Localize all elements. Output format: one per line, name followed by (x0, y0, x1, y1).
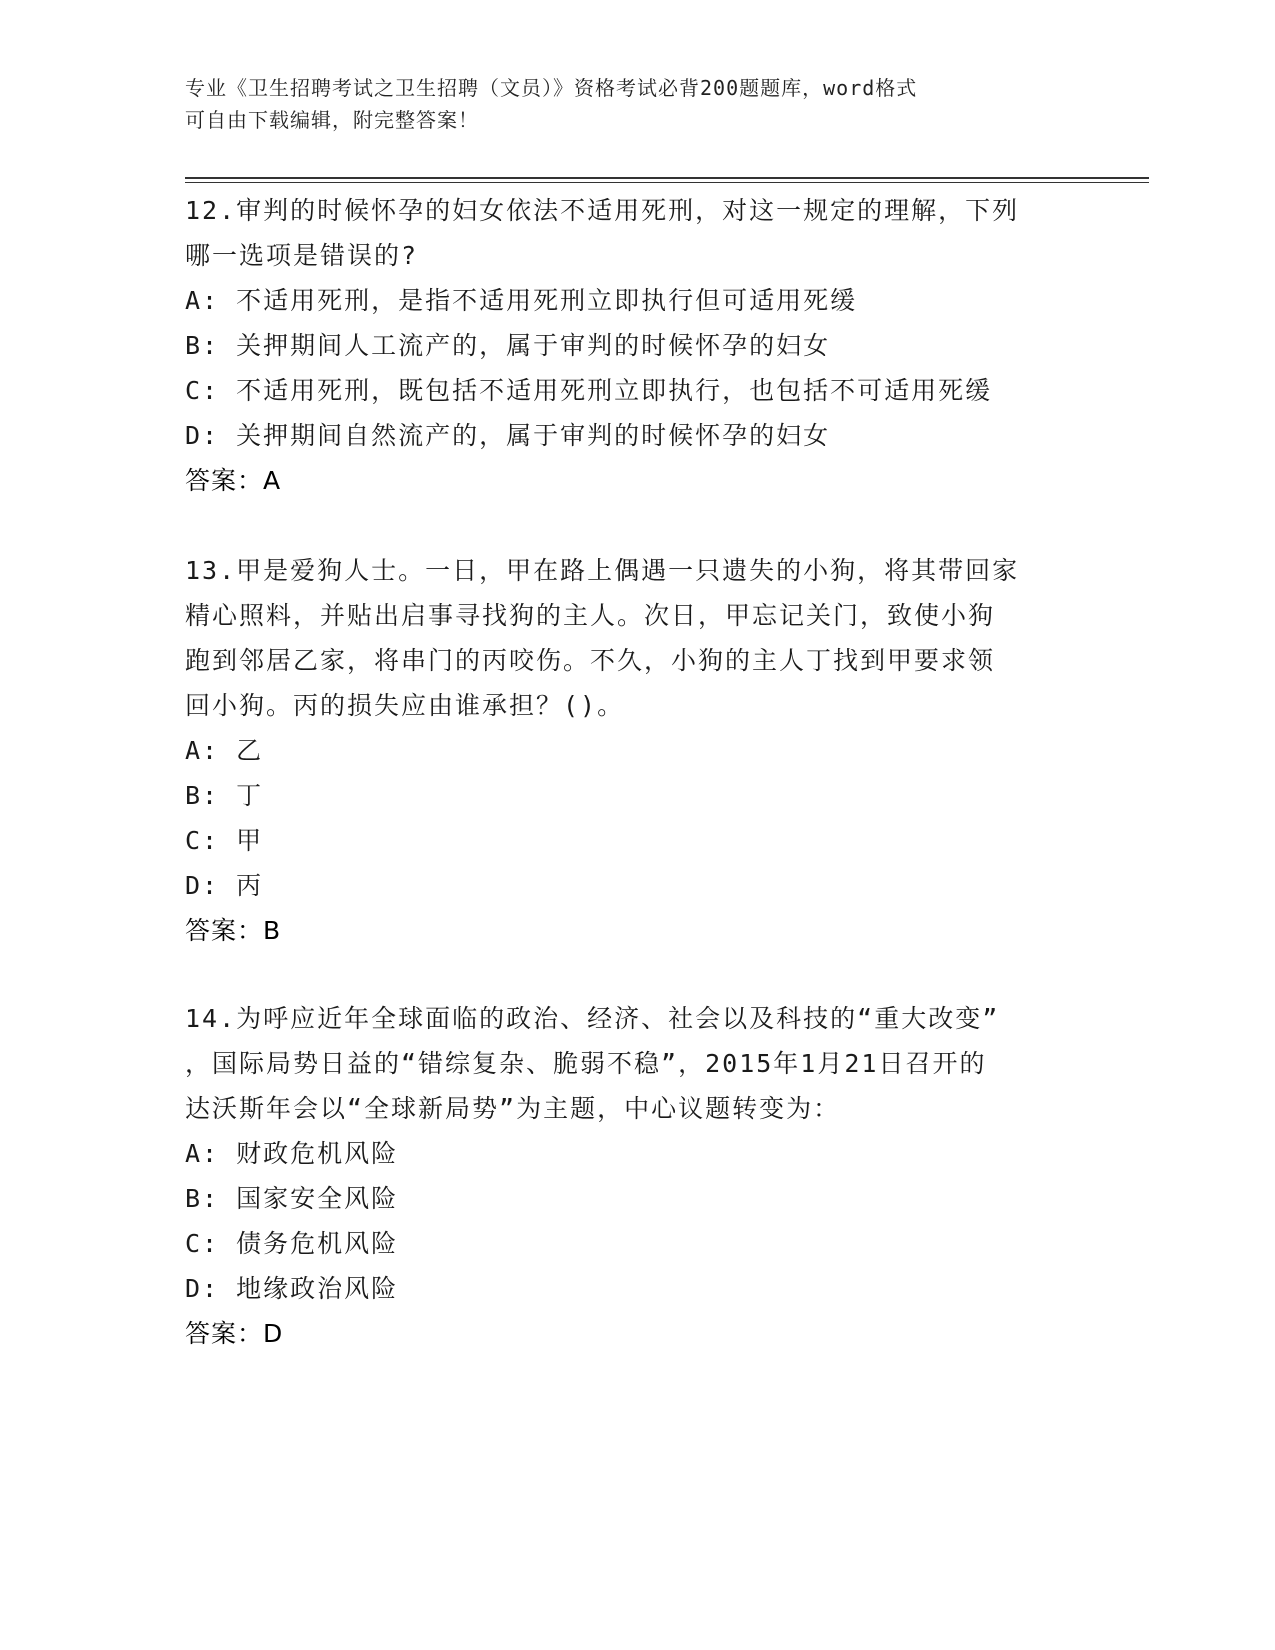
answer-line: 答案：A (185, 466, 282, 495)
question-stem-line: 跑到邻居乙家，将串门的丙咬伤。不久，小狗的主人丁找到甲要求领 (185, 646, 996, 675)
option-a: A: 不适用死刑，是指不适用死刑立即执行但可适用死缓 (185, 286, 858, 315)
header-divider-thin (185, 182, 1149, 183)
answer-line: 答案：B (185, 916, 282, 945)
header-divider (185, 177, 1149, 179)
question-stem-line: ，国际局势日益的“错综复杂、脆弱不稳”，2015年1月21日召开的 (185, 1049, 987, 1078)
option-d: D: 关押期间自然流产的，属于审判的时候怀孕的妇女 (185, 421, 831, 450)
option-d: D: 地缘政治风险 (185, 1274, 399, 1303)
option-a: A: 财政危机风险 (185, 1139, 399, 1168)
question-stem-line: 回小狗。丙的损失应由谁承担？()。 (185, 691, 625, 720)
question-13 (185, 548, 1085, 953)
document-header (185, 72, 1065, 136)
question-stem-line: 12.审判的时候怀孕的妇女依法不适用死刑，对这一规定的理解，下列 (185, 196, 1020, 225)
option-a: A: 乙 (185, 736, 264, 765)
option-d: D: 丙 (185, 871, 264, 900)
question-14 (185, 996, 1085, 1356)
question-stem-line: 哪一选项是错误的? (185, 241, 419, 270)
header-line: 可自由下载编辑，附完整答案！ (185, 108, 479, 132)
option-b: B: 关押期间人工流产的，属于审判的时候怀孕的妇女 (185, 331, 831, 360)
answer-line: 答案：D (185, 1319, 284, 1348)
question-stem-line: 达沃斯年会以“全球新局势”为主题，中心议题转变为： (185, 1094, 841, 1123)
option-c: C: 不适用死刑，既包括不适用死刑立即执行，也包括不可适用死缓 (185, 376, 993, 405)
header-line: 专业《卫生招聘考试之卫生招聘（文员）》资格考试必背200题题库，word格式 (185, 76, 918, 100)
question-12 (185, 188, 1085, 503)
option-b: B: 丁 (185, 781, 264, 810)
question-stem-line: 13.甲是爱狗人士。一日，甲在路上偶遇一只遗失的小狗，将其带回家 (185, 556, 1020, 585)
question-stem-line: 精心照料，并贴出启事寻找狗的主人。次日，甲忘记关门，致使小狗 (185, 601, 996, 630)
option-b: B: 国家安全风险 (185, 1184, 399, 1213)
option-c: C: 甲 (185, 826, 264, 855)
question-stem-line: 14.为呼应近年全球面临的政治、经济、社会以及科技的“重大改变” (185, 1004, 1000, 1033)
option-c: C: 债务危机风险 (185, 1229, 399, 1258)
